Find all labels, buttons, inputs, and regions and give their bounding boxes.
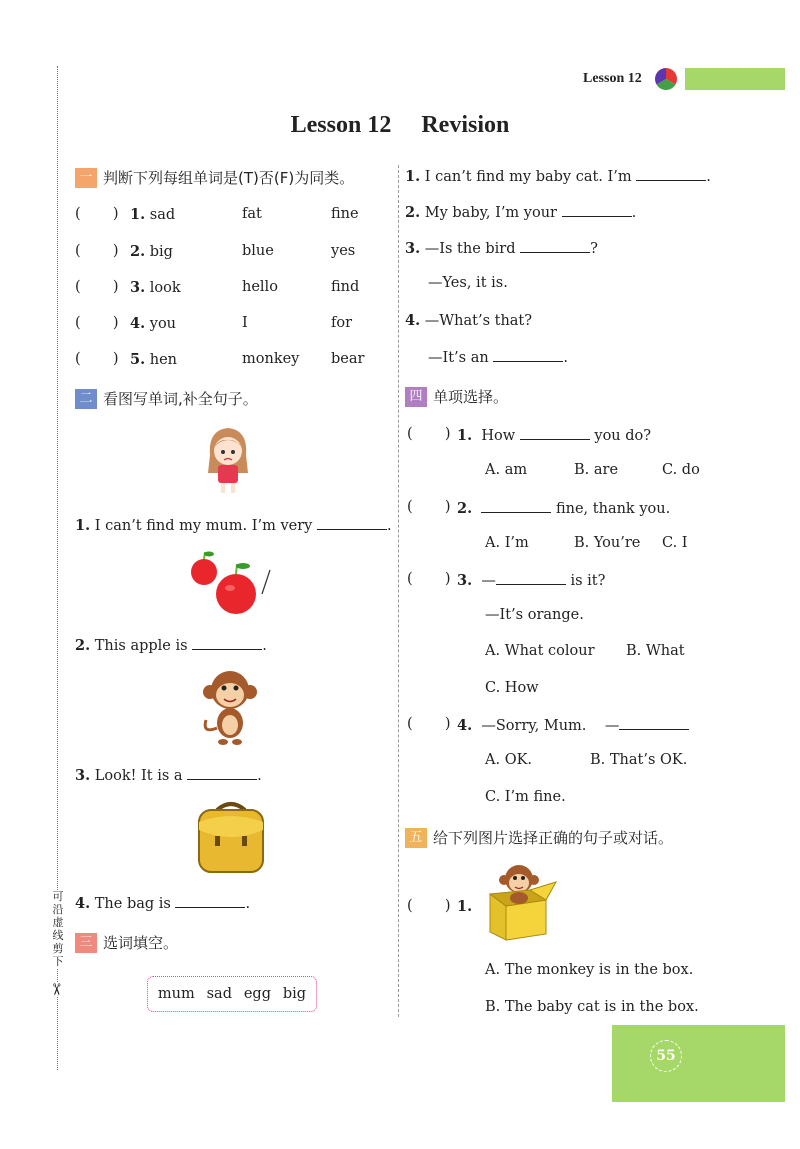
monkey-in-box-picture (484, 862, 558, 942)
s4-q4-option-a[interactable]: A. OK. (485, 752, 533, 768)
s2-item-2: 2. This apple is . (75, 637, 267, 654)
answer-paren[interactable]: ( ) (407, 898, 451, 914)
answer-blank[interactable] (496, 571, 566, 585)
section3-heading (75, 932, 178, 953)
scissors-icon: ✂ (47, 982, 67, 997)
answer-paren[interactable]: ( ) (407, 571, 451, 587)
section2-badge: 二 (75, 389, 97, 409)
s1-word: hello (242, 279, 278, 295)
s3-item-4-reply: —It’s an . (428, 350, 568, 366)
answer-blank[interactable] (562, 203, 632, 217)
s1-word: blue (242, 243, 274, 259)
s1-word: bear (331, 351, 365, 367)
s3-item-4: 4. —What’s that? (405, 312, 533, 329)
s1-word: fat (242, 206, 262, 222)
answer-paren[interactable]: ( ) (75, 206, 119, 222)
answer-blank[interactable] (481, 499, 551, 513)
s5-q1-num: 1. (457, 898, 473, 915)
yellow-bag-picture (195, 800, 267, 876)
s3-item-3: 3. —Is the bird ? (405, 240, 598, 257)
s1-word: find (331, 279, 360, 295)
page-number: 55 (650, 1040, 682, 1072)
answer-blank[interactable] (192, 636, 262, 650)
answer-blank[interactable] (317, 516, 387, 530)
header-lesson-label: Lesson 12 (583, 71, 642, 86)
section1-heading (75, 167, 354, 188)
s4-q3: 3. — is it? (457, 572, 606, 589)
s4-q1-option-b[interactable]: B. are (574, 462, 619, 478)
s4-q4: 4. —Sorry, Mum. — (457, 716, 689, 734)
section4-title: 单项选择。 (433, 388, 509, 406)
answer-blank[interactable] (619, 716, 689, 730)
s4-q1-option-c[interactable]: C. do (662, 462, 700, 478)
monkey-picture (200, 668, 260, 748)
s3-item-2: 2. My baby, I’m your . (405, 204, 637, 221)
s1-word: for (331, 315, 353, 331)
s4-q1-option-a[interactable]: A. am (485, 462, 528, 478)
answer-paren[interactable]: ( ) (407, 426, 451, 442)
s1-row: 2. big (130, 243, 173, 260)
s4-q3-option-b[interactable]: B. What (626, 643, 685, 659)
s5-q1-option-a[interactable]: A. The monkey is in the box. (485, 962, 694, 978)
section1-title: 判断下列每组单词是(T)否(F)为同类。 (103, 169, 355, 187)
s4-q3-option-a[interactable]: A. What colour (485, 643, 595, 659)
word-bank-item: mum (157, 986, 195, 1002)
section2-title: 看图写单词,补全句子。 (103, 390, 258, 408)
answer-blank[interactable] (520, 239, 590, 253)
section1-badge: 一 (75, 168, 97, 188)
s5-q1-option-b[interactable]: B. The baby cat is in the box. (485, 999, 699, 1015)
s4-q1: 1. How you do? (457, 427, 652, 444)
s4-q2-option-b[interactable]: B. You’re (574, 535, 641, 551)
s1-row: 4. you (130, 315, 177, 332)
s4-q2-option-c[interactable]: C. I (662, 535, 688, 551)
s2-item-3: 3. Look! It is a . (75, 767, 262, 784)
color-wheel-icon (655, 68, 677, 90)
s4-q3-option-c[interactable]: C. How (485, 680, 539, 696)
page-title: Lesson 12 Revision (290, 112, 510, 138)
answer-paren[interactable]: ( ) (75, 279, 119, 295)
s4-q4-option-b[interactable]: B. That’s OK. (590, 752, 688, 768)
answer-blank[interactable] (493, 348, 563, 362)
s4-q2-option-a[interactable]: A. I’m (485, 535, 529, 551)
column-divider (398, 165, 399, 1017)
section5-heading (405, 827, 673, 848)
answer-paren[interactable]: ( ) (407, 499, 451, 515)
s3-item-3-reply: —Yes, it is. (428, 275, 508, 291)
s1-row: 3. look (130, 279, 181, 296)
answer-paren[interactable]: ( ) (75, 315, 119, 331)
s1-row: 1. sad (130, 206, 176, 223)
s1-word: fine (331, 206, 359, 222)
cut-hint: 可 沿 虚 线 剪 下 (52, 890, 64, 968)
s1-row: 5. hen (130, 351, 178, 368)
answer-blank[interactable] (187, 766, 257, 780)
section4-heading (405, 386, 508, 407)
big-apples-picture (190, 550, 274, 616)
word-bank-item: egg (243, 986, 271, 1002)
word-bank (147, 976, 317, 1012)
section4-badge: 四 (405, 387, 427, 407)
answer-blank[interactable] (175, 894, 245, 908)
s1-word: monkey (242, 351, 300, 367)
section5-title: 给下列图片选择正确的句子或对话。 (433, 829, 674, 847)
header-bar (685, 68, 785, 90)
answer-paren[interactable]: ( ) (75, 243, 119, 259)
answer-blank[interactable] (636, 167, 706, 181)
section3-badge: 三 (75, 933, 97, 953)
s1-word: I (242, 315, 248, 331)
page-number-panel (612, 1025, 785, 1102)
answer-blank[interactable] (520, 426, 590, 440)
section5-badge: 五 (405, 828, 427, 848)
word-bank-item: big (282, 986, 307, 1002)
s2-item-4: 4. The bag is . (75, 895, 251, 912)
s1-word: yes (331, 243, 356, 259)
s3-item-1: 1. I can’t find my baby cat. I’m . (405, 168, 711, 185)
word-bank-item: sad (206, 986, 232, 1002)
section3-title: 选词填空。 (103, 934, 179, 952)
answer-paren[interactable]: ( ) (407, 716, 451, 732)
s4-q3-reply: —It’s orange. (485, 607, 584, 623)
answer-paren[interactable]: ( ) (75, 351, 119, 367)
s4-q4-option-c[interactable]: C. I’m fine. (485, 789, 566, 805)
s4-q2: 2. fine, thank you. (457, 500, 671, 517)
s2-item-1: 1. I can’t find my mum. I’m very . (75, 517, 392, 534)
sad-girl-picture (205, 425, 251, 497)
section2-heading (75, 388, 258, 409)
